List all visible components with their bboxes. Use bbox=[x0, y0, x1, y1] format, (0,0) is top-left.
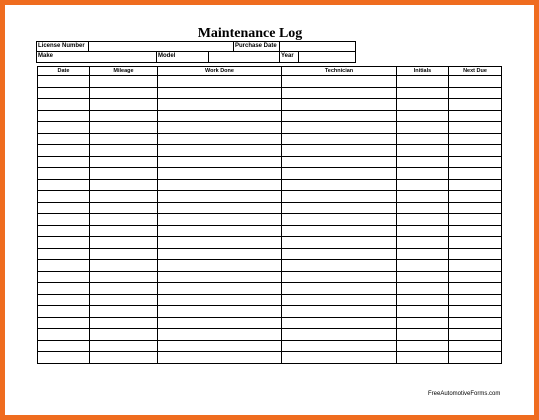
cell-mileage[interactable] bbox=[90, 76, 158, 88]
table-row bbox=[38, 168, 502, 180]
cell-mileage[interactable] bbox=[90, 329, 158, 341]
cell-date[interactable] bbox=[38, 352, 90, 364]
cell-technician[interactable] bbox=[282, 145, 397, 157]
cell-date[interactable] bbox=[38, 271, 90, 283]
column-header-mileage: Mileage bbox=[90, 67, 158, 76]
table-row bbox=[38, 306, 502, 318]
cell-technician[interactable] bbox=[282, 122, 397, 134]
cell-initials[interactable] bbox=[397, 202, 449, 214]
cell-technician[interactable] bbox=[282, 110, 397, 122]
cell-date[interactable] bbox=[38, 329, 90, 341]
table-row bbox=[38, 122, 502, 134]
cell-date[interactable] bbox=[38, 214, 90, 226]
column-header-work-done: Work Done bbox=[158, 67, 282, 76]
cell-technician[interactable] bbox=[282, 283, 397, 295]
cell-work-done[interactable] bbox=[158, 133, 282, 145]
cell-mileage[interactable] bbox=[90, 271, 158, 283]
table-row bbox=[38, 294, 502, 306]
cell-next-due[interactable] bbox=[449, 87, 502, 99]
cell-technician[interactable] bbox=[282, 329, 397, 341]
cell-work-done[interactable] bbox=[158, 317, 282, 329]
cell-next-due[interactable] bbox=[449, 99, 502, 111]
cell-date[interactable] bbox=[38, 87, 90, 99]
cell-next-due[interactable] bbox=[449, 156, 502, 168]
cell-next-due[interactable] bbox=[449, 340, 502, 352]
cell-technician[interactable] bbox=[282, 87, 397, 99]
cell-next-due[interactable] bbox=[449, 202, 502, 214]
cell-initials[interactable] bbox=[397, 283, 449, 295]
cell-mileage[interactable] bbox=[90, 156, 158, 168]
cell-work-done[interactable] bbox=[158, 179, 282, 191]
cell-technician[interactable] bbox=[282, 225, 397, 237]
year-label: Year bbox=[279, 51, 299, 63]
column-header-initials: Initials bbox=[397, 67, 449, 76]
cell-technician[interactable] bbox=[282, 294, 397, 306]
cell-date[interactable] bbox=[38, 237, 90, 249]
table-row bbox=[38, 329, 502, 341]
cell-initials[interactable] bbox=[397, 76, 449, 88]
log-sheet bbox=[5, 5, 534, 415]
cell-next-due[interactable] bbox=[449, 294, 502, 306]
cell-mileage[interactable] bbox=[90, 306, 158, 318]
cell-initials[interactable] bbox=[397, 179, 449, 191]
cell-technician[interactable] bbox=[282, 340, 397, 352]
cell-date[interactable] bbox=[38, 168, 90, 180]
cell-next-due[interactable] bbox=[449, 168, 502, 180]
cell-mileage[interactable] bbox=[90, 237, 158, 249]
cell-initials[interactable] bbox=[397, 294, 449, 306]
cell-next-due[interactable] bbox=[449, 76, 502, 88]
cell-work-done[interactable] bbox=[158, 329, 282, 341]
cell-technician[interactable] bbox=[282, 352, 397, 364]
cell-mileage[interactable] bbox=[90, 179, 158, 191]
cell-initials[interactable] bbox=[397, 87, 449, 99]
cell-initials[interactable] bbox=[397, 133, 449, 145]
cell-mileage[interactable] bbox=[90, 99, 158, 111]
cell-next-due[interactable] bbox=[449, 329, 502, 341]
cell-mileage[interactable] bbox=[90, 225, 158, 237]
cell-initials[interactable] bbox=[397, 329, 449, 341]
cell-technician[interactable] bbox=[282, 156, 397, 168]
table-row bbox=[38, 248, 502, 260]
cell-technician[interactable] bbox=[282, 214, 397, 226]
cell-work-done[interactable] bbox=[158, 237, 282, 249]
cell-mileage[interactable] bbox=[90, 191, 158, 203]
cell-mileage[interactable] bbox=[90, 283, 158, 295]
cell-mileage[interactable] bbox=[90, 340, 158, 352]
table-row bbox=[38, 225, 502, 237]
cell-next-due[interactable] bbox=[449, 271, 502, 283]
cell-technician[interactable] bbox=[282, 168, 397, 180]
purchase-date-label: Purchase Date bbox=[233, 41, 280, 52]
cell-date[interactable] bbox=[38, 306, 90, 318]
cell-next-due[interactable] bbox=[449, 317, 502, 329]
table-row bbox=[38, 237, 502, 249]
table-row bbox=[38, 191, 502, 203]
cell-initials[interactable] bbox=[397, 340, 449, 352]
cell-technician[interactable] bbox=[282, 237, 397, 249]
cell-initials[interactable] bbox=[397, 191, 449, 203]
cell-date[interactable] bbox=[38, 283, 90, 295]
cell-work-done[interactable] bbox=[158, 225, 282, 237]
table-body bbox=[38, 76, 502, 364]
cell-next-due[interactable] bbox=[449, 248, 502, 260]
cell-technician[interactable] bbox=[282, 133, 397, 145]
table-row bbox=[38, 340, 502, 352]
cell-initials[interactable] bbox=[397, 225, 449, 237]
cell-initials[interactable] bbox=[397, 99, 449, 111]
cell-next-due[interactable] bbox=[449, 133, 502, 145]
cell-date[interactable] bbox=[38, 122, 90, 134]
cell-technician[interactable] bbox=[282, 179, 397, 191]
cell-technician[interactable] bbox=[282, 191, 397, 203]
table-row bbox=[38, 317, 502, 329]
cell-next-due[interactable] bbox=[449, 306, 502, 318]
table-row bbox=[38, 87, 502, 99]
cell-work-done[interactable] bbox=[158, 110, 282, 122]
cell-mileage[interactable] bbox=[90, 87, 158, 99]
cell-date[interactable] bbox=[38, 294, 90, 306]
cell-next-due[interactable] bbox=[449, 122, 502, 134]
cell-next-due[interactable] bbox=[449, 225, 502, 237]
cell-next-due[interactable] bbox=[449, 110, 502, 122]
cell-work-done[interactable] bbox=[158, 145, 282, 157]
cell-work-done[interactable] bbox=[158, 294, 282, 306]
cell-mileage[interactable] bbox=[90, 260, 158, 272]
cell-date[interactable] bbox=[38, 191, 90, 203]
cell-date[interactable] bbox=[38, 340, 90, 352]
table-row bbox=[38, 156, 502, 168]
cell-initials[interactable] bbox=[397, 237, 449, 249]
table-row bbox=[38, 202, 502, 214]
cell-initials[interactable] bbox=[397, 122, 449, 134]
site-credit: FreeAutomotiveForms.com bbox=[428, 391, 501, 397]
cell-mileage[interactable] bbox=[90, 168, 158, 180]
cell-mileage[interactable] bbox=[90, 317, 158, 329]
cell-work-done[interactable] bbox=[158, 191, 282, 203]
cell-technician[interactable] bbox=[282, 76, 397, 88]
cell-date[interactable] bbox=[38, 317, 90, 329]
cell-technician[interactable] bbox=[282, 99, 397, 111]
cell-initials[interactable] bbox=[397, 110, 449, 122]
table-row bbox=[38, 283, 502, 295]
cell-date[interactable] bbox=[38, 202, 90, 214]
cell-initials[interactable] bbox=[397, 145, 449, 157]
cell-technician[interactable] bbox=[282, 271, 397, 283]
cell-next-due[interactable] bbox=[449, 237, 502, 249]
cell-next-due[interactable] bbox=[449, 179, 502, 191]
cell-initials[interactable] bbox=[397, 168, 449, 180]
cell-mileage[interactable] bbox=[90, 110, 158, 122]
cell-date[interactable] bbox=[38, 225, 90, 237]
cell-work-done[interactable] bbox=[158, 352, 282, 364]
cell-mileage[interactable] bbox=[90, 294, 158, 306]
cell-work-done[interactable] bbox=[158, 156, 282, 168]
cell-work-done[interactable] bbox=[158, 283, 282, 295]
cell-date[interactable] bbox=[38, 156, 90, 168]
column-header-date: Date bbox=[38, 67, 90, 76]
cell-technician[interactable] bbox=[282, 202, 397, 214]
cell-work-done[interactable] bbox=[158, 306, 282, 318]
cell-work-done[interactable] bbox=[158, 168, 282, 180]
cell-initials[interactable] bbox=[397, 260, 449, 272]
cell-work-done[interactable] bbox=[158, 248, 282, 260]
cell-mileage[interactable] bbox=[90, 352, 158, 364]
table-row bbox=[38, 110, 502, 122]
cell-date[interactable] bbox=[38, 99, 90, 111]
cell-mileage[interactable] bbox=[90, 145, 158, 157]
cell-date[interactable] bbox=[38, 260, 90, 272]
cell-initials[interactable] bbox=[397, 271, 449, 283]
cell-technician[interactable] bbox=[282, 306, 397, 318]
cell-work-done[interactable] bbox=[158, 202, 282, 214]
year-field[interactable] bbox=[298, 51, 356, 63]
table-row bbox=[38, 99, 502, 111]
cell-mileage[interactable] bbox=[90, 202, 158, 214]
cell-work-done[interactable] bbox=[158, 99, 282, 111]
model-label: Model bbox=[156, 51, 209, 63]
column-header-technician: Technician bbox=[282, 67, 397, 76]
cell-initials[interactable] bbox=[397, 352, 449, 364]
cell-initials[interactable] bbox=[397, 248, 449, 260]
cell-work-done[interactable] bbox=[158, 214, 282, 226]
cell-work-done[interactable] bbox=[158, 340, 282, 352]
table-row bbox=[38, 271, 502, 283]
table-row bbox=[38, 133, 502, 145]
cell-work-done[interactable] bbox=[158, 87, 282, 99]
cell-technician[interactable] bbox=[282, 260, 397, 272]
cell-mileage[interactable] bbox=[90, 122, 158, 134]
make-label: Make bbox=[36, 51, 157, 63]
cell-next-due[interactable] bbox=[449, 191, 502, 203]
vehicle-info-box bbox=[36, 41, 356, 63]
cell-date[interactable] bbox=[38, 110, 90, 122]
cell-mileage[interactable] bbox=[90, 133, 158, 145]
cell-mileage[interactable] bbox=[90, 248, 158, 260]
cell-initials[interactable] bbox=[397, 317, 449, 329]
cell-next-due[interactable] bbox=[449, 352, 502, 364]
maintenance-table bbox=[37, 66, 502, 364]
cell-initials[interactable] bbox=[397, 214, 449, 226]
column-header-next-due: Next Due bbox=[449, 67, 502, 76]
cell-initials[interactable] bbox=[397, 156, 449, 168]
cell-next-due[interactable] bbox=[449, 260, 502, 272]
cell-next-due[interactable] bbox=[449, 145, 502, 157]
cell-mileage[interactable] bbox=[90, 214, 158, 226]
cell-date[interactable] bbox=[38, 76, 90, 88]
cell-work-done[interactable] bbox=[158, 122, 282, 134]
table-header-row bbox=[38, 67, 502, 76]
cell-work-done[interactable] bbox=[158, 271, 282, 283]
license-number-label: License Number bbox=[36, 41, 89, 52]
page-title: Maintenance Log bbox=[197, 26, 303, 41]
cell-technician[interactable] bbox=[282, 317, 397, 329]
cell-technician[interactable] bbox=[282, 248, 397, 260]
table-row bbox=[38, 260, 502, 272]
cell-work-done[interactable] bbox=[158, 260, 282, 272]
cell-date[interactable] bbox=[38, 248, 90, 260]
cell-next-due[interactable] bbox=[449, 283, 502, 295]
cell-initials[interactable] bbox=[397, 306, 449, 318]
model-field[interactable] bbox=[208, 51, 280, 63]
table-row bbox=[38, 145, 502, 157]
cell-date[interactable] bbox=[38, 145, 90, 157]
table-row bbox=[38, 352, 502, 364]
table-row bbox=[38, 76, 502, 88]
cell-work-done[interactable] bbox=[158, 76, 282, 88]
cell-date[interactable] bbox=[38, 179, 90, 191]
cell-date[interactable] bbox=[38, 133, 90, 145]
table-row bbox=[38, 214, 502, 226]
table-row bbox=[38, 179, 502, 191]
cell-next-due[interactable] bbox=[449, 214, 502, 226]
